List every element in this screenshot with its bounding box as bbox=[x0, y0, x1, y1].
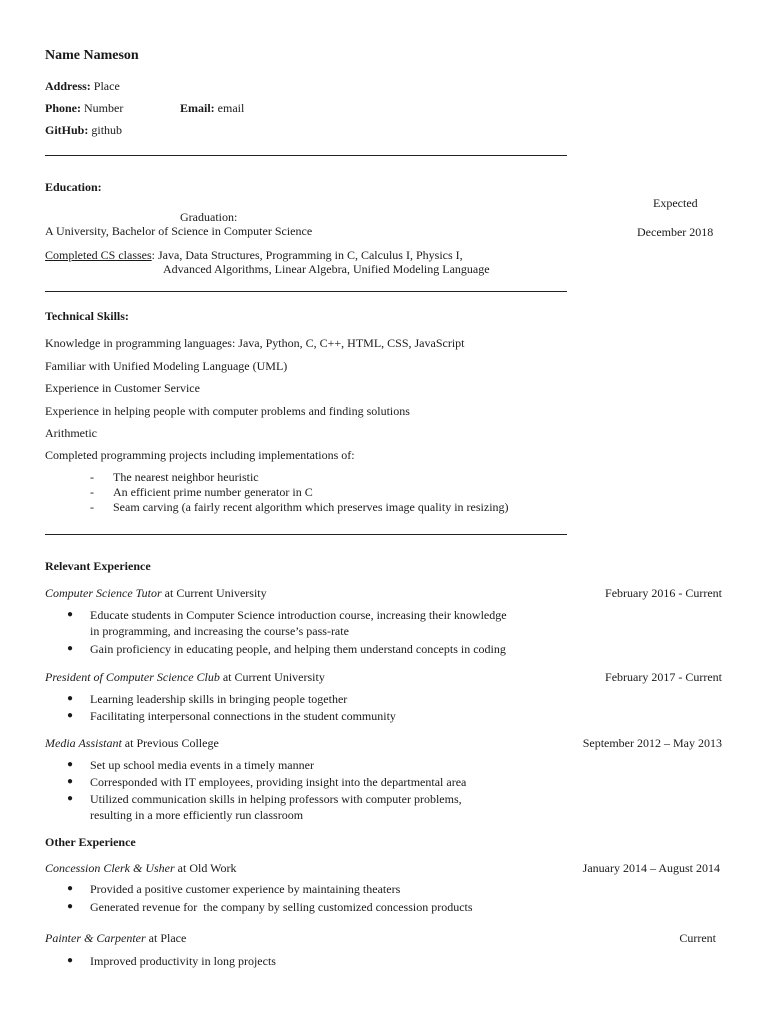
email-label: Email: bbox=[180, 101, 215, 115]
job-title: Computer Science Tutor bbox=[45, 586, 162, 600]
job-date: September 2012 – May 2013 bbox=[582, 736, 722, 750]
dash-marker: - bbox=[90, 500, 94, 514]
job-bullet: Gain proficiency in educating people, and helping them understand concepts in coding bbox=[90, 642, 506, 656]
divider bbox=[45, 291, 567, 292]
job-title: President of Computer Science Club bbox=[45, 670, 220, 684]
github-value: github bbox=[91, 123, 123, 137]
job-employer: at Old Work bbox=[177, 861, 237, 875]
job-employer: at Current University bbox=[164, 586, 267, 600]
skill-item: Experience in helping people with computer problems and finding solutions bbox=[45, 404, 410, 418]
job-bullet: Provided a positive customer experience by maintaining theaters bbox=[90, 882, 401, 896]
skill-item: Experience in Customer Service bbox=[45, 381, 200, 395]
job-title: Painter & Carpenter bbox=[45, 931, 146, 945]
job-employer: at Previous College bbox=[124, 736, 219, 750]
phone-value: Number bbox=[84, 101, 124, 115]
email-line bbox=[180, 101, 244, 116]
bullet-icon: ● bbox=[67, 883, 74, 894]
job-bullet: Improved productivity in long projects bbox=[90, 954, 276, 968]
job-bullet-cont: resulting in a more efficiently run classroom bbox=[90, 808, 304, 822]
relevant-heading: Relevant Experience bbox=[45, 559, 151, 573]
job-title: Concession Clerk & Usher bbox=[45, 861, 175, 875]
email-value: email bbox=[217, 101, 245, 115]
github-line bbox=[45, 123, 122, 138]
phone-label: Phone: bbox=[45, 101, 81, 115]
classes-line1: Java, Data Structures, Programming in C, Calculus I, Physics I, bbox=[158, 248, 463, 262]
education-heading: Education: bbox=[45, 180, 102, 194]
classes-colon: : bbox=[151, 248, 156, 262]
bullet-icon: ● bbox=[67, 955, 74, 966]
project-item: An efficient prime number generator in C bbox=[113, 485, 313, 499]
bullet-icon: ● bbox=[67, 759, 74, 770]
dash-marker: - bbox=[90, 470, 94, 484]
github-label: GitHub bbox=[45, 123, 85, 137]
other-heading: Other Experience bbox=[45, 835, 136, 849]
bullet-icon: ● bbox=[67, 643, 74, 654]
address-value: Place bbox=[93, 79, 120, 93]
job-title-line bbox=[45, 586, 267, 601]
bullet-icon: ● bbox=[67, 693, 74, 704]
divider bbox=[45, 534, 567, 535]
phone-line bbox=[45, 101, 123, 116]
divider bbox=[45, 155, 567, 156]
skill-item: Completed programming projects including implementations of: bbox=[45, 448, 355, 462]
job-date: February 2017 - Current bbox=[605, 670, 722, 684]
job-bullet: Utilized communication skills in helping professors with computer problems, bbox=[90, 792, 462, 806]
job-bullet: Corresponded with IT employees, providing insight into the departmental area bbox=[90, 775, 467, 789]
job-bullet-cont: in programming, and increasing the course’s pass-rate bbox=[90, 624, 349, 638]
address-label: Address: bbox=[45, 79, 91, 93]
skill-item: Knowledge in programming languages: Java, Python, C, C++, HTML, CSS, JavaScript bbox=[45, 336, 465, 350]
skills-heading: Technical Skills: bbox=[45, 309, 129, 323]
job-bullet: Learning leadership skills in bringing people together bbox=[90, 692, 348, 706]
bullet-icon: ● bbox=[67, 776, 74, 787]
education-classes bbox=[45, 248, 463, 263]
bullet-icon: ● bbox=[67, 609, 74, 620]
job-bullet: Educate students in Computer Science introduction course, increasing their knowledge bbox=[90, 608, 507, 622]
job-bullet: Facilitating interpersonal connections in the student community bbox=[90, 709, 396, 723]
job-date: January 2014 – August 2014 bbox=[582, 861, 720, 875]
project-item: Seam carving (a fairly recent algorithm which preserves image quality in resizing) bbox=[113, 500, 509, 514]
dash-marker: - bbox=[90, 485, 94, 499]
github-colon: : bbox=[84, 123, 89, 137]
education-expected: Expected bbox=[653, 196, 698, 210]
job-employer: at Place bbox=[148, 931, 187, 945]
job-title-line bbox=[45, 736, 219, 751]
education-graduation: Graduation: bbox=[180, 210, 238, 224]
project-item: The nearest neighbor heuristic bbox=[113, 470, 259, 484]
job-bullet: Generated revenue for the company by selling customized concession products bbox=[90, 900, 473, 914]
bullet-icon: ● bbox=[67, 710, 74, 721]
job-date: February 2016 - Current bbox=[605, 586, 722, 600]
job-title-line bbox=[45, 670, 325, 685]
job-date: Current bbox=[679, 931, 716, 945]
education-date: December 2018 bbox=[637, 225, 714, 239]
bullet-icon: ● bbox=[67, 793, 74, 804]
job-title: Media Assistant bbox=[45, 736, 122, 750]
job-title-line bbox=[45, 861, 236, 876]
skill-item: Familiar with Unified Modeling Language (UML) bbox=[45, 359, 288, 373]
job-bullet: Set up school media events in a timely manner bbox=[90, 758, 314, 772]
address-line bbox=[45, 79, 120, 94]
resume-name: Name Nameson bbox=[45, 48, 139, 63]
job-employer: at Current University bbox=[222, 670, 325, 684]
skill-item: Arithmetic bbox=[45, 426, 97, 440]
classes-label: Completed CS classes bbox=[45, 248, 152, 262]
education-school: A University, Bachelor of Science in Computer Science bbox=[45, 224, 313, 238]
bullet-icon: ● bbox=[67, 901, 74, 912]
classes-line2: Advanced Algorithms, Linear Algebra, Unified Modeling Language bbox=[163, 262, 490, 276]
job-title-line bbox=[45, 931, 186, 946]
